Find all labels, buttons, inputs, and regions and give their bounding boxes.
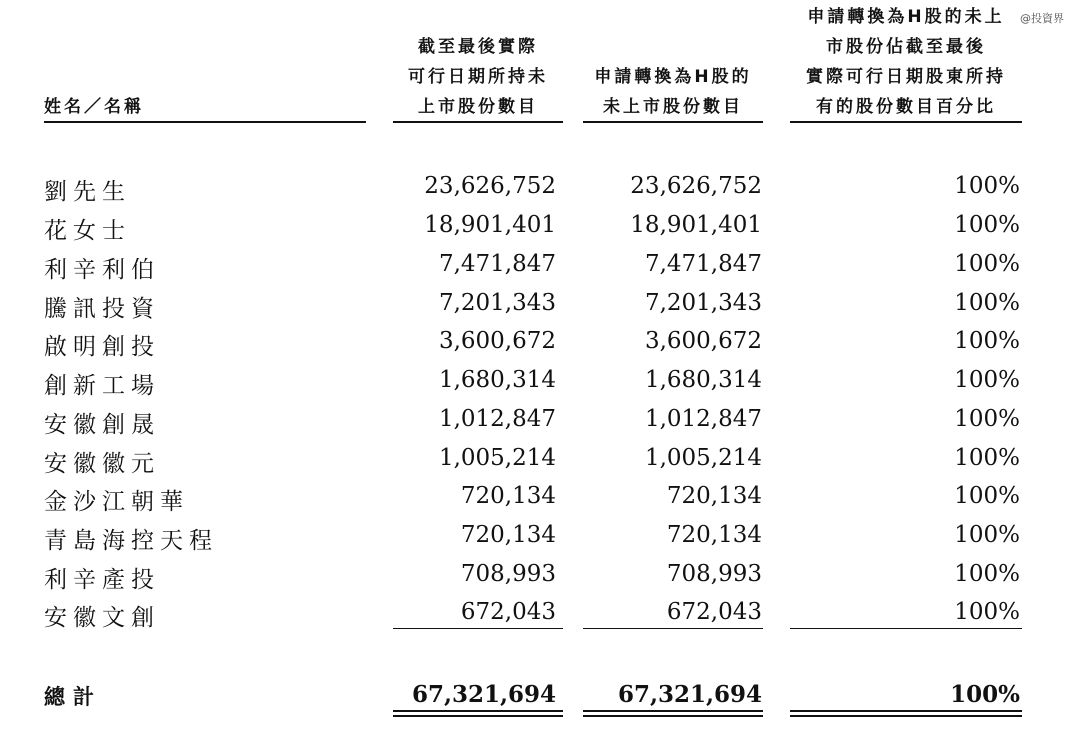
row-convert: 3,600,672 bbox=[644, 328, 762, 354]
row-pct: 100% bbox=[954, 445, 1020, 471]
row-pct: 100% bbox=[954, 561, 1020, 587]
row-convert: 720,134 bbox=[666, 483, 762, 509]
row-pct: 100% bbox=[954, 406, 1020, 432]
table-row bbox=[0, 406, 1080, 444]
row-convert: 23,626,752 bbox=[630, 173, 762, 199]
header-name-rule bbox=[44, 121, 366, 123]
row-name: 劉先生 bbox=[44, 179, 131, 205]
row-held: 1,012,847 bbox=[438, 406, 556, 432]
header-held-line2: 可行日期所持未 bbox=[408, 67, 548, 87]
header-pct-line4: 有的股份數目百分比 bbox=[816, 97, 996, 117]
header-convert-rule bbox=[583, 121, 763, 123]
row-pct: 100% bbox=[954, 251, 1020, 277]
row-held: 3,600,672 bbox=[438, 328, 556, 354]
table-row bbox=[0, 522, 1080, 560]
header-pct-line3: 實際可行日期股東所持 bbox=[806, 67, 1006, 87]
row-convert: 672,043 bbox=[666, 599, 762, 625]
table-row bbox=[0, 483, 1080, 521]
row-convert: 7,201,343 bbox=[644, 290, 762, 316]
table-row bbox=[0, 328, 1080, 366]
row-convert: 7,471,847 bbox=[644, 251, 762, 277]
row-held: 23,626,752 bbox=[424, 173, 556, 199]
row-held: 18,901,401 bbox=[424, 212, 556, 238]
row-name: 利辛產投 bbox=[44, 567, 160, 593]
row-name: 安徽徽元 bbox=[44, 451, 160, 477]
row-convert: 1,005,214 bbox=[644, 445, 762, 471]
row-pct: 100% bbox=[954, 212, 1020, 238]
header-pct-line2: 市股份佔截至最後 bbox=[826, 37, 986, 57]
row-pct: 100% bbox=[954, 483, 1020, 509]
table-row bbox=[0, 367, 1080, 405]
row-name: 創新工場 bbox=[44, 373, 160, 399]
header-pct bbox=[786, 2, 1026, 122]
header-pct-rule bbox=[790, 121, 1022, 123]
header-pct-line1: 申請轉換為H股的未上 bbox=[807, 7, 1005, 27]
row-pct: 100% bbox=[954, 328, 1020, 354]
row-name: 花女士 bbox=[44, 218, 131, 244]
row-convert: 1,680,314 bbox=[644, 367, 762, 393]
header-name bbox=[44, 92, 144, 122]
total-double-rule-pct bbox=[790, 710, 1022, 717]
row-name: 騰訊投資 bbox=[44, 296, 160, 322]
row-held: 1,005,214 bbox=[438, 445, 556, 471]
table-row bbox=[0, 212, 1080, 250]
table-row bbox=[0, 251, 1080, 289]
header-convert-line1: 申請轉換為H股的 bbox=[594, 67, 752, 87]
total-pct: 100% bbox=[950, 681, 1020, 708]
subtotal-rule-held bbox=[393, 628, 563, 629]
row-convert: 720,134 bbox=[666, 522, 762, 548]
table-row bbox=[0, 561, 1080, 599]
row-pct: 100% bbox=[954, 599, 1020, 625]
header-convert bbox=[583, 62, 763, 122]
row-convert: 708,993 bbox=[666, 561, 762, 587]
total-double-rule-convert bbox=[583, 710, 763, 717]
row-held: 7,201,343 bbox=[438, 290, 556, 316]
row-pct: 100% bbox=[954, 290, 1020, 316]
row-name: 金沙江朝華 bbox=[44, 489, 189, 515]
row-pct: 100% bbox=[954, 367, 1020, 393]
subtotal-rule-pct bbox=[790, 628, 1022, 629]
row-name: 青島海控天程 bbox=[44, 528, 218, 554]
header-held-line1: 截至最後實際 bbox=[418, 37, 538, 57]
table-row bbox=[0, 290, 1080, 328]
row-convert: 1,012,847 bbox=[644, 406, 762, 432]
total-convert: 67,321,694 bbox=[617, 681, 762, 708]
row-name: 利辛利伯 bbox=[44, 257, 160, 283]
header-held-line3: 上市股份數目 bbox=[418, 97, 538, 117]
table-row bbox=[0, 599, 1080, 637]
row-name: 啟明創投 bbox=[44, 334, 160, 360]
subtotal-rule-convert bbox=[583, 628, 763, 629]
header-convert-line2: 未上市股份數目 bbox=[603, 97, 743, 117]
row-held: 720,134 bbox=[460, 483, 556, 509]
header-held bbox=[393, 32, 563, 122]
row-held: 720,134 bbox=[460, 522, 556, 548]
row-held: 1,680,314 bbox=[438, 367, 556, 393]
table-row bbox=[0, 445, 1080, 483]
row-convert: 18,901,401 bbox=[630, 212, 762, 238]
total-label: 總計 bbox=[44, 685, 102, 709]
watermark: @投資界 bbox=[1020, 12, 1064, 25]
row-held: 7,471,847 bbox=[438, 251, 556, 277]
table-row bbox=[0, 173, 1080, 211]
row-pct: 100% bbox=[954, 173, 1020, 199]
row-held: 672,043 bbox=[460, 599, 556, 625]
total-held: 67,321,694 bbox=[411, 681, 556, 708]
row-pct: 100% bbox=[954, 522, 1020, 548]
total-double-rule-held bbox=[393, 710, 563, 717]
row-held: 708,993 bbox=[460, 561, 556, 587]
row-name: 安徽文創 bbox=[44, 605, 160, 631]
header-held-rule bbox=[393, 121, 563, 123]
row-name: 安徽創晟 bbox=[44, 412, 160, 438]
header-name-text: 姓名／名稱 bbox=[44, 97, 144, 117]
